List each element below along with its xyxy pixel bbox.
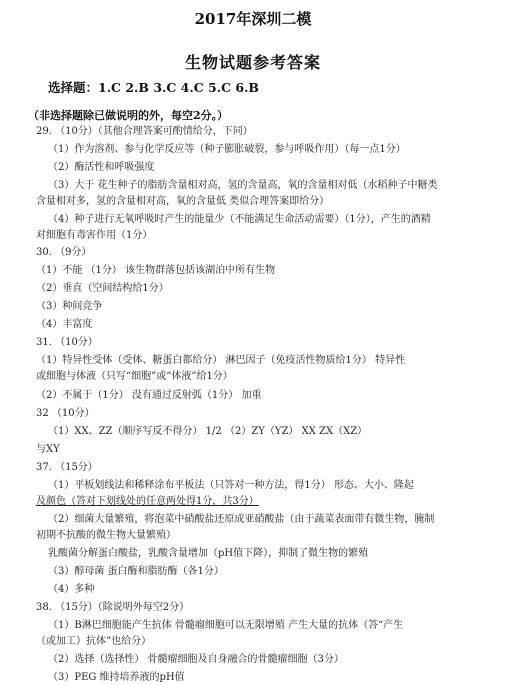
q37-part4: （4）多种 [48,584,95,595]
q32-part1: （1）XX、ZZ（顺序写反不得分） 1/2 （2）ZY（YZ） XX ZX（XZ） [48,426,368,437]
q37-part1: （1）平板划线法和稀释涂布平板法（只答对一种方法，得1分） 形态、大小、隆起 [48,480,414,491]
q29-part2: （2）酶活性和呼吸强度 [48,162,155,173]
q29-part1: （1）作为溶剂、参与化学反应等（种子膨胀破裂，参与呼吸作用）（每一点1分） [48,144,406,155]
q38-part1-cont: （或加工）抗体”也给分） [36,636,152,647]
q37-heading: 37. （15分） [36,462,98,473]
q31-part1-cont: 或细胞与体液（只写“细胞”或“体液”给1分） [36,371,233,382]
q30-part4: （4）丰富度 [36,319,93,330]
q29-part3-cont: 含量相对多，氢的含量相对高，氧的含量低 类似合理答案即给分） [36,196,330,207]
q31-heading: 31. （10分） [36,337,98,348]
q30-heading: 30. （9分） [36,247,92,258]
q30-part1: （1）不能 （1分） 该生物群落包括该湖泊中所有生物 [36,265,276,276]
q29-heading: 29. （10分）（其他合理答案可酌情给分，下同） [36,126,253,137]
q37-part1-cont: 及颜色（答对下划线处的任意两处得1分，共3分） [36,496,259,507]
q31-part1: （1）特异性受体（受体、糖蛋白都给分） 淋巴因子（免疫活性物质给1分） 特异性 [36,355,406,366]
q30-part3: （3）种间竞争 [36,301,103,312]
q37-part2-answer: 乳酸菌分解蛋白酸盐，乳酸含量增加（pH值下降），抑制了微生物的繁殖 [48,548,369,559]
q38-part1: （1）B淋巴细胞能产生抗体 骨髓瘤细胞可以无限增殖 产生大量的抗体（答“产生 [48,620,404,631]
q37-part2: （2）细菌大量繁殖，将泡菜中硝酸盐还原成亚硝酸盐（由于蔬菜表面带有微生物，腌制 [48,514,435,525]
q32-part2-cont: 与XY [36,444,60,455]
scoring-note: （非选择题除已做说明的外，每空2分。） [28,109,229,122]
q38-heading: 38. （15分）（除说明外每空2分） [36,602,190,613]
q29-part3: （3）大于 花生种子的脂肪含量相对高，氢的含量高，氧的含量相对低（水稻种子中糖类 [48,180,438,191]
q29-part4: （4）种子进行无氧呼吸时产生的能量少（不能满足生命活动需要）（1分），产生的酒精 [48,214,431,225]
q37-part2-cont: 初期不抗酸的微生物大量繁殖） [36,530,176,541]
q30-part2: （2）垂直（空间结构给1分） [36,283,169,294]
answer-key-title: 生物试题参考答案 [184,53,321,72]
q37-part3: （3）醇母菌 蛋白酶和脂肪酶（各1分） [48,566,224,577]
multiple-choice-answers: 选择题：1.C 2.B 3.C 4.C 5.C 6.B [48,80,259,95]
q38-part2: （2）选择（选择性） 骨髓瘤细胞及自身融合的骨髓瘤细胞（3分） [48,654,344,665]
exam-title: 2017年深圳二模 [194,10,312,28]
q31-part2: （2）不属于（1分） 没有通过反射弧（1分） 加重 [36,390,262,401]
q38-part3: （3）PEG 维持培养液的pH值 [48,672,185,683]
q32-heading: 32 （10分） [36,408,95,419]
q29-part4-cont: 对细胞有毒害作用（1分） [36,230,153,241]
